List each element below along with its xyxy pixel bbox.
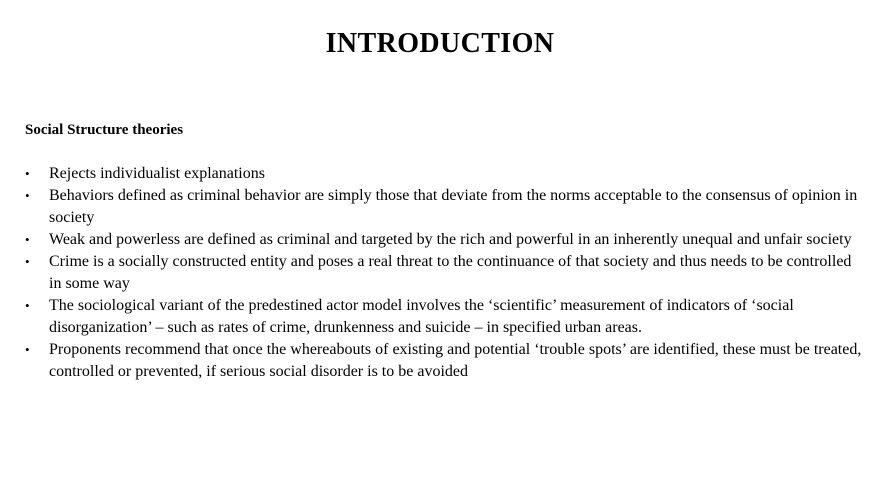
bullet-dot-icon: • [25,298,30,313]
list-item-text: The sociological variant of the predestined actor model involves the ‘scientific’ measurement of indicators of ‘social disorganization’ – such as rates of crime, drunkenness and suicide – in specified urban areas. [49,297,794,336]
list-item-text: Proponents recommend that once the whereabouts of existing and potential ‘trouble spots’ are identified, these must be treated, controlled or prevented, if serious social disorder is to be avoided [49,341,862,380]
list-item-text: Behaviors defined as criminal behavior are simply those that deviate from the norms acceptable to the consensus of opinion in society [49,187,858,226]
list-item [25,339,865,383]
slide-body [25,120,865,383]
list-item [25,163,865,185]
list-item [25,251,865,295]
bullet-dot-icon: • [25,166,30,181]
list-item [25,229,865,251]
bullet-dot-icon: • [25,188,30,203]
list-item-text: Weak and powerless are defined as criminal and targeted by the rich and powerful in an inherently unequal and unfair society [49,231,852,248]
list-item [25,295,865,339]
bullet-dot-icon: • [25,254,30,269]
list-item-text: Rejects individualist explanations [49,165,265,182]
list-item [25,185,865,229]
bullet-dot-icon: • [25,232,30,247]
section-subheading: Social Structure theories [25,122,184,138]
list-item-text: Crime is a socially constructed entity and poses a real threat to the continuance of that society and thus needs to be controlled in some way [49,253,852,292]
page-title: INTRODUCTION [325,27,555,59]
bullet-dot-icon: • [25,342,30,357]
bullet-list [25,163,865,383]
